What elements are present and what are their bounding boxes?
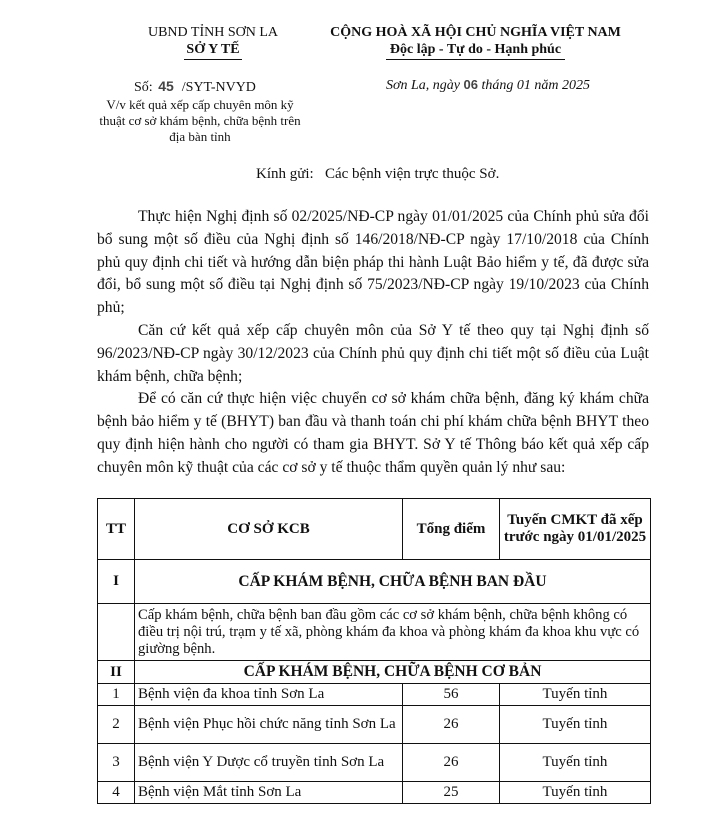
row-tt: 1 <box>98 684 135 706</box>
section-note: Cấp khám bệnh, chữa bệnh ban đầu gồm các cơ sở khám bệnh, chữa bệnh không có điều trị nội trú, trạm y tế xã, phòng khám đa khoa và phòng khám đa khoa khu vực có giường bệnh. <box>135 604 651 661</box>
date-prefix: Sơn La, ngày <box>386 78 460 93</box>
table-header-row <box>98 499 651 560</box>
date-line <box>338 77 638 94</box>
row-tier: Tuyến tỉnh <box>500 684 651 706</box>
empty-cell <box>98 604 135 661</box>
row-facility: Bệnh viện đa khoa tỉnh Sơn La <box>135 684 403 706</box>
agency-name: UBND TỈNH SƠN LA <box>147 25 279 40</box>
recipient-value: Các bệnh viện trực thuộc Sở. <box>324 166 500 182</box>
document-number <box>134 78 256 96</box>
row-score: 26 <box>403 706 500 744</box>
row-facility: Bệnh viện Y Dược cổ truyền tỉnh Sơn La <box>135 744 403 782</box>
table-row <box>98 782 651 804</box>
section-title: CẤP KHÁM BỆNH, CHỮA BỆNH BAN ĐẦU <box>135 560 651 604</box>
header-tt: TT <box>98 499 135 560</box>
issuer-block <box>118 24 308 60</box>
section-title: CẤP KHÁM BỆNH, CHỮA BỆNH CƠ BẢN <box>135 661 651 684</box>
recipient-label: Kính gửi: <box>256 166 314 182</box>
row-facility: Bệnh viện Phục hồi chức năng tỉnh Sơn La <box>135 706 403 744</box>
recipient-line <box>256 166 499 183</box>
row-score: 56 <box>403 684 500 706</box>
department-name: SỞ Y TẾ <box>184 41 241 60</box>
row-score: 25 <box>403 782 500 804</box>
row-tt: 2 <box>98 706 135 744</box>
header-facility: CƠ SỞ KCB <box>135 499 403 560</box>
section-row <box>98 661 651 684</box>
document-number-prefix: Số: <box>134 80 153 95</box>
row-score: 26 <box>403 744 500 782</box>
section-row <box>98 560 651 604</box>
body-paragraph: Thực hiện Nghị định số 02/2025/NĐ-CP ngày 01/01/2025 của Chính phủ sửa đổi bổ sung một số điều của Nghị định số 146/2018/NĐ-CP ngày 17/10/2018 của Chính phủ quy định chi tiết và hướng dẫn biện pháp thi hành Luật Bảo hiểm y tế, đã được sửa đổi, bổ sung một số điều tại Nghị định số 75/2023/NĐ-CP ngày 19/10/2023 của Chính phủ; <box>97 208 649 317</box>
row-tier: Tuyến tỉnh <box>500 782 651 804</box>
table-row <box>98 684 651 706</box>
row-facility: Bệnh viện Mắt tỉnh Sơn La <box>135 782 403 804</box>
section-number: I <box>98 560 135 604</box>
section-note-row <box>98 604 651 661</box>
date-suffix: tháng 01 năm 2025 <box>481 78 590 93</box>
body-paragraph: Căn cứ kết quả xếp cấp chuyên môn của Sở Y tế theo quy tại Nghị định số 96/2023/NĐ-CP ngày 30/12/2023 của Chính phủ quy định chi tiết một số điều của Luật khám bệnh, chữa bệnh; <box>97 321 649 385</box>
table-row <box>98 744 651 782</box>
national-motto: Độc lập - Tự do - Hạnh phúc <box>386 41 565 60</box>
document-number-value: 45 <box>158 78 174 94</box>
header-score: Tổng điểm <box>403 499 500 560</box>
document-subject: V/v kết quả xếp cấp chuyên môn kỹ thuật cơ sở khám bệnh, chữa bệnh trên địa bàn tỉnh <box>99 97 301 144</box>
document-number-suffix: /SYT-NVYD <box>181 80 256 95</box>
section-number: II <box>98 661 135 684</box>
facility-table <box>97 498 651 804</box>
national-header <box>313 24 638 60</box>
table-row <box>98 706 651 744</box>
document-body <box>97 206 649 480</box>
date-day: 06 <box>463 77 478 92</box>
row-tt: 4 <box>98 782 135 804</box>
header-tier: Tuyến CMKT đã xếp trước ngày 01/01/2025 <box>500 499 651 560</box>
body-paragraph: Để có căn cứ thực hiện việc chuyển cơ sở khám chữa bệnh, đăng ký khám chữa bệnh bảo hiểm y tế (BHYT) ban đầu và thanh toán chi phí khám chữa bệnh BHYT theo quy định hiện hành cho người có tham gia BHYT. Sở Y tế Thông báo kết quả xếp cấp chuyên môn kỹ thuật của các cơ sở y tế thuộc thẩm quyền quản lý như sau: <box>97 390 649 476</box>
country-name: CỘNG HOÀ XÃ HỘI CHỦ NGHĨA VIỆT NAM <box>330 25 621 40</box>
row-tt: 3 <box>98 744 135 782</box>
row-tier: Tuyến tỉnh <box>500 706 651 744</box>
row-tier: Tuyến tỉnh <box>500 744 651 782</box>
